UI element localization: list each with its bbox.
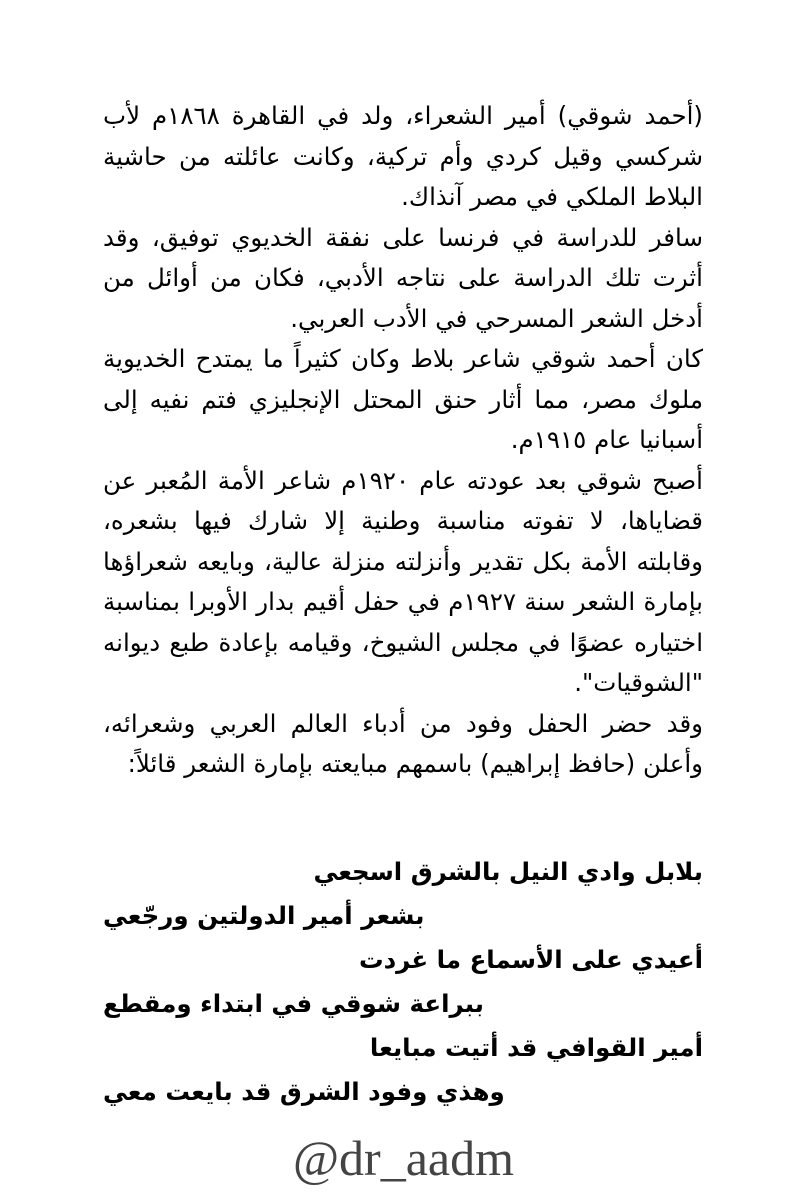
author-handle: @dr_aadm (293, 1130, 514, 1186)
paragraph-birth: (أحمد شوقي) أمير الشعراء، ولد في القاهرة ١٨٦٨م لأب شركسي وقيل كردي وأم تركية، وكانت عائلته من حاشية البلاط الملكي في مصر آنذاك. (103, 101, 703, 211)
paragraph-return: أصبح شوقي بعد عودته عام ١٩٢٠م شاعر الأمة المُعبر عن قضاياها، لا تفوته مناسبة وطنية إلا شارك فيها بشعره، وقابلته الأمة بكل تقدير وأنزلته منزلة عالية، وبايعه شعراؤها بإمارة الشعر سنة ١٩٢٧م في حفل أقيم بدار الأوبرا بمناسبة اختياره عضوًا في مجلس الشيوخ، وقيامه بإعادة طبع ديوانه "الشوقيات". (103, 465, 703, 697)
paragraph-study: سافر للدراسة في فرنسا على نفقة الخديوي توفيق، وقد أثرت تلك الدراسة على نتاجه الأدبي، فكان من أوائل من أدخل الشعر المسرحي في الأدب العربي. (103, 222, 703, 333)
poem (103, 850, 703, 1114)
article-body (103, 96, 703, 785)
poem-verse: ببراعة شوقي في ابتداء ومقطع (103, 989, 484, 1018)
poem-verse: أعيدي على الأسماع ما غردت (358, 945, 703, 974)
poem-verse: وهذي وفود الشرق قد بايعت معي (103, 1077, 505, 1106)
paragraph-exile: كان أحمد شوقي شاعر بلاط وكان كثيراً ما يمتدح الخديوية ملوك مصر، مما أثار حنق المحتل الإنجليزي فتم نفيه إلى أسبانيا عام ١٩١٥م. (103, 344, 703, 454)
paragraph-ceremony: وقد حضر الحفل وفود من أدباء العالم العربي وشعرائه، وأعلن (حافظ إبراهيم) باسمهم مبايعته بإمارة الشعر قائلاً: (103, 708, 703, 778)
poem-verse: أمير القوافي قد أتيت مبايعا (369, 1033, 703, 1062)
poem-verse: بلابل وادي النيل بالشرق اسجعي (313, 857, 703, 886)
poem-verse: بشعر أمير الدولتين ورجّعي (103, 901, 425, 930)
